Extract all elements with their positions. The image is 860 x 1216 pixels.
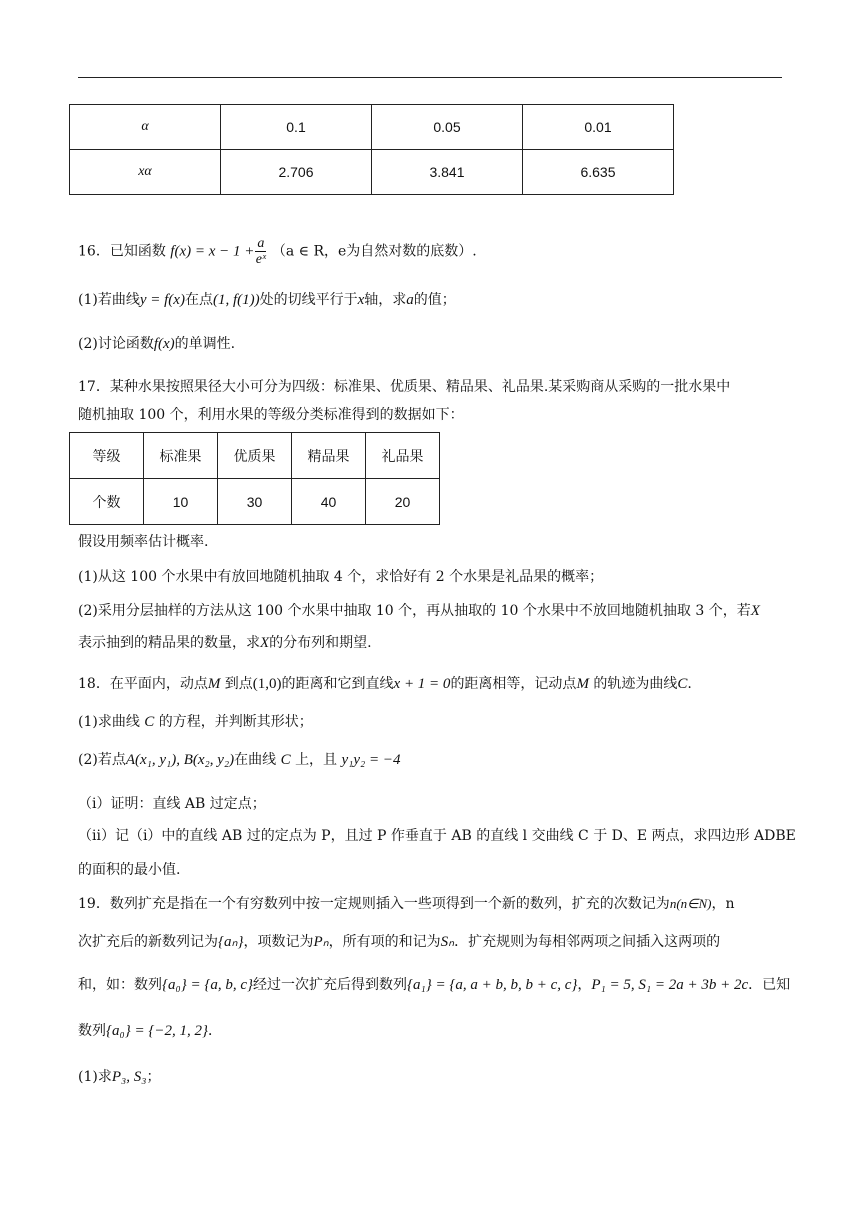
table-cell: 0.1: [221, 105, 372, 150]
q16-p1-text: 的值；: [413, 292, 456, 308]
q16-fraction: [255, 236, 266, 267]
q16-condition: （a ∈ R，e为自然对数的底数）.: [271, 243, 477, 260]
q18-math: M: [576, 676, 589, 692]
table-header: 礼品果: [366, 433, 440, 479]
q19-math: {a₀} = {−2, 1, 2}: [106, 1023, 208, 1039]
table-cell: 0.05: [372, 105, 523, 150]
q19-math: {aₙ}: [218, 934, 244, 950]
table-cell: 40: [292, 479, 366, 525]
table-cell: 0.01: [523, 105, 674, 150]
table-cell: 20: [366, 479, 440, 525]
table-row: [70, 433, 440, 479]
q16-p1-text: (1)若曲线: [78, 292, 140, 308]
q19-text: ，n: [711, 896, 735, 912]
q18-math: y₁y₂ = −4: [341, 752, 401, 768]
q18-text: (1)求曲线: [78, 714, 140, 730]
table-header: 等级: [70, 433, 144, 479]
q19-math: {a₀} = {a, b, c}: [162, 977, 253, 993]
q18-text: 的轨迹为曲线: [593, 676, 678, 692]
table-cell: 2.706: [221, 150, 372, 195]
q18-sub2-line1: （ii）记（i）中的直线 AB 过的定点为 P，且过 P 作垂直于 AB 的直线 l 交曲线 C 于 D、E 两点，求四边形 ADBE: [78, 828, 796, 844]
q16-p1-math: x: [357, 292, 365, 308]
table-cell: 10: [144, 479, 218, 525]
q16-p1-text: 在点: [184, 292, 213, 308]
q18-part1: [78, 712, 313, 732]
q17-assumption: 假设用频率估计概率.: [78, 534, 209, 550]
q17-p2-text: (2)采用分层抽样的方法从这 100 个水果中抽取 10 个，再从抽取的 10 个水果中不放回地随机抽取 3 个，若: [78, 603, 751, 619]
q16-p1-text: 轴，求: [364, 292, 407, 308]
q19-text: ．: [207, 1023, 222, 1039]
q17-p2-x: X: [260, 635, 270, 651]
q19-text: ，所有项的和记为: [328, 934, 441, 950]
q19-text: ．扩充规则为每相邻两项之间插入这两项的: [454, 934, 721, 950]
q18-part2: [78, 750, 401, 770]
q19-line2: [78, 932, 720, 952]
q18-math: A(x₁, y₁), B(x₂, y₂): [125, 752, 235, 768]
q16-frac-denominator: eˣ: [255, 252, 266, 267]
table-cell: 个数: [70, 479, 144, 525]
q17-part2-line1: [78, 601, 760, 621]
q16-p1-text: 处的切线平行于: [259, 292, 358, 308]
q19-text: ；: [146, 1069, 161, 1085]
q19-text: 经过一次扩充后得到数列: [253, 977, 407, 993]
table-row: [70, 479, 440, 525]
table-cell: 30: [218, 479, 292, 525]
q19-text: ．已知: [748, 977, 791, 993]
q18-text: 的距离相等，记动点: [450, 676, 577, 692]
q17-part2-line2: [78, 633, 372, 653]
table-row: [70, 150, 674, 195]
q18-text: 在曲线: [234, 752, 277, 768]
q18-text: 18．在平面内，动点: [78, 676, 208, 692]
table-header: 精品果: [292, 433, 366, 479]
q18-math: C: [144, 714, 155, 730]
table-header: 标准果: [144, 433, 218, 479]
q19-line3: [78, 975, 790, 995]
q19-line4: [78, 1021, 222, 1041]
q19-text: ，: [577, 977, 592, 993]
fruit-grade-table: [69, 432, 440, 525]
q16-function: f(x) = x − 1 +: [170, 243, 255, 260]
q18-math: C: [677, 676, 688, 692]
q19-text: (1)求: [78, 1069, 112, 1085]
q16-frac-numerator: a: [257, 236, 265, 251]
table-cell: 6.635: [523, 150, 674, 195]
q17-line1: 17．某种水果按照果径大小可分为四级：标准果、优质果、精品果、礼品果.某采购商从采购的一批水果中: [78, 379, 731, 395]
q19-math: {a₁} = {a, a + b, b, b + c, c}: [407, 977, 578, 993]
q17-p2-text: 表示抽到的精品果的数量，求: [78, 635, 260, 651]
q19-text: 数列: [78, 1023, 106, 1039]
q19-line1: [78, 894, 735, 914]
critical-value-table: [69, 104, 674, 195]
table-cell-x-alpha-label: xα: [70, 150, 221, 195]
q16-number: 16．: [78, 243, 110, 260]
table-row: [70, 105, 674, 150]
q19-text: 19．数列扩充是指在一个有穷数列中按一定规则插入一些项得到一个新的数列，扩充的次数记为: [78, 896, 670, 912]
q19-math: Sₙ: [440, 934, 455, 950]
q18-text: (2)若点: [78, 752, 126, 768]
q18-text: 的距离和它到直线: [281, 676, 394, 692]
q19-math: P₃, S₃: [111, 1069, 147, 1085]
table-header: 优质果: [218, 433, 292, 479]
q16-p1-math: (1, f(1)): [212, 292, 260, 308]
q19-text: 次扩充后的新数列记为: [78, 934, 218, 950]
table-cell: 3.841: [372, 150, 523, 195]
q16-statement: [78, 236, 477, 267]
q19-math: P₁ = 5, S₁ = 2a + 3b + 2c: [591, 977, 749, 993]
q17-line2: 随机抽取 100 个，利用水果的等级分类标准得到的数据如下：: [78, 407, 464, 423]
q18-sub2-line2: 的面积的最小值.: [78, 862, 181, 878]
q18-text: 上，且: [295, 752, 338, 768]
q18-sub1: （i）证明：直线 AB 过定点；: [78, 796, 266, 812]
header-rule: [78, 77, 782, 78]
table-cell-alpha-label: α: [70, 105, 221, 150]
q16-p1-math: a: [406, 292, 414, 308]
q17-p2-x: X: [750, 603, 760, 619]
q18-text: 的方程，并判断其形状；: [158, 714, 313, 730]
q16-intro: 已知函数: [109, 243, 166, 260]
q16-p2-text: (2)讨论函数: [78, 336, 154, 352]
q19-part1: [78, 1067, 160, 1087]
q18-math: x + 1 = 0: [393, 676, 451, 692]
q19-text: ，项数记为: [243, 934, 314, 950]
q16-part1: [78, 290, 456, 310]
q17-part1: (1)从这 100 个水果中有放回地随机抽取 4 个，求恰好有 2 个水果是礼品果的概率；: [78, 569, 604, 585]
q19-math: Pₙ: [313, 934, 329, 950]
q18-math: M: [207, 676, 221, 692]
q16-part2: [78, 334, 235, 354]
q18-text: .: [687, 676, 692, 692]
q18-math: C: [280, 752, 291, 768]
q19-text: 和，如：数列: [78, 977, 162, 993]
q19-math: n(n∈N): [669, 896, 712, 911]
q16-p2-math: f(x): [153, 336, 175, 352]
q16-p2-text: 的单调性.: [174, 336, 236, 352]
q17-p2-text: 的分布列和期望.: [269, 635, 372, 651]
q18-math: (1,0): [252, 676, 282, 692]
q16-p1-math: y = f(x): [139, 292, 185, 308]
q18-statement: [78, 674, 692, 694]
q18-text: 到点: [224, 676, 253, 692]
